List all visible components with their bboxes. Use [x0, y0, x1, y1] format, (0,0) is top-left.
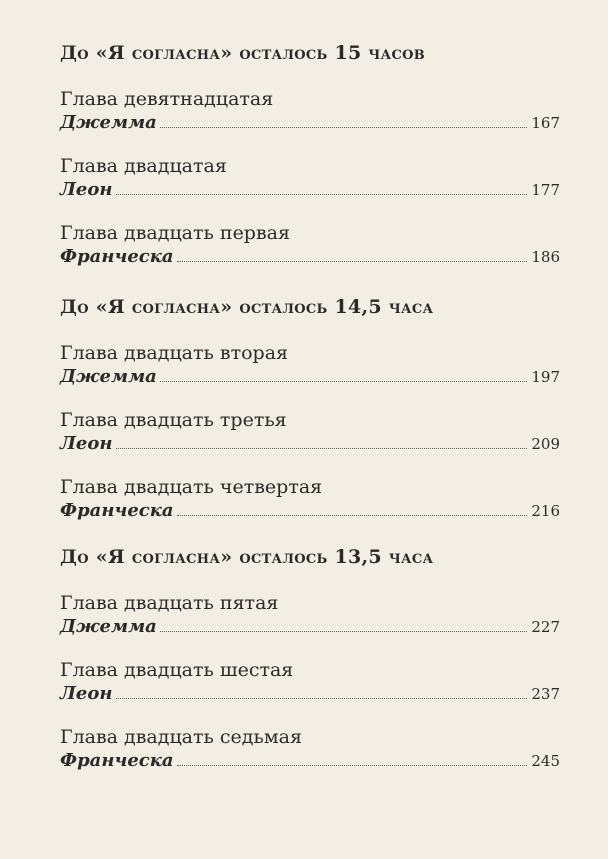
- narrator-name: Джемма: [60, 616, 157, 637]
- chapter-title: Глава девятнадцатая: [60, 88, 274, 110]
- toc-entry[interactable]: [60, 474, 560, 528]
- chapter-title: Глава двадцатая: [60, 155, 227, 177]
- chapter-title: Глава двадцать третья: [60, 409, 287, 431]
- toc-entry[interactable]: [60, 724, 560, 778]
- narrator-name: Леон: [60, 179, 113, 200]
- toc-entry[interactable]: [60, 220, 560, 274]
- toc-entry[interactable]: [60, 86, 560, 140]
- entry-line: [60, 750, 560, 778]
- part-heading: До «Я согласна» осталось 15 часов: [60, 42, 426, 64]
- chapter-title: Глава двадцать четвертая: [60, 476, 323, 498]
- dot-leader: [160, 630, 528, 632]
- dot-leader: [116, 447, 528, 449]
- narrator-name: Франческа: [60, 246, 174, 267]
- page-number: 209: [531, 435, 560, 453]
- narrator-name: Леон: [60, 433, 113, 454]
- toc-part: [60, 296, 560, 528]
- toc-entry[interactable]: [60, 657, 560, 711]
- chapter-title: Глава двадцать седьмая: [60, 726, 302, 748]
- dot-leader: [177, 764, 528, 766]
- narrator-name: Франческа: [60, 750, 174, 771]
- page-number: 186: [531, 248, 560, 266]
- page-number: 237: [531, 685, 560, 703]
- chapter-title: Глава двадцать первая: [60, 222, 290, 244]
- entry-line: [60, 433, 560, 461]
- entry-line: [60, 616, 560, 644]
- part-heading: До «Я согласна» осталось 14,5 часа: [60, 296, 434, 318]
- narrator-name: Джемма: [60, 366, 157, 387]
- narrator-name: Франческа: [60, 500, 174, 521]
- dot-leader: [160, 380, 528, 382]
- entry-line: [60, 500, 560, 528]
- toc-entry[interactable]: [60, 340, 560, 394]
- toc-part: [60, 42, 560, 274]
- dot-leader: [177, 514, 528, 516]
- entry-line: [60, 112, 560, 140]
- entry-line: [60, 246, 560, 274]
- toc-entry[interactable]: [60, 407, 560, 461]
- chapter-title: Глава двадцать пятая: [60, 592, 279, 614]
- entry-line: [60, 179, 560, 207]
- entry-line: [60, 683, 560, 711]
- chapter-title: Глава двадцать шестая: [60, 659, 294, 681]
- dot-leader: [160, 126, 528, 128]
- page-number: 177: [531, 181, 560, 199]
- page-number: 227: [531, 618, 560, 636]
- dot-leader: [116, 697, 528, 699]
- dot-leader: [177, 260, 528, 262]
- page-number: 216: [531, 502, 560, 520]
- chapter-title: Глава двадцать вторая: [60, 342, 289, 364]
- page-number: 245: [531, 752, 560, 770]
- narrator-name: Джемма: [60, 112, 157, 133]
- dot-leader: [116, 193, 528, 195]
- toc-part: [60, 546, 560, 778]
- part-heading: До «Я согласна» осталось 13,5 часа: [60, 546, 434, 568]
- entry-line: [60, 366, 560, 394]
- page-number: 167: [531, 114, 560, 132]
- toc-entry[interactable]: [60, 153, 560, 207]
- page-number: 197: [531, 368, 560, 386]
- narrator-name: Леон: [60, 683, 113, 704]
- toc-entry[interactable]: [60, 590, 560, 644]
